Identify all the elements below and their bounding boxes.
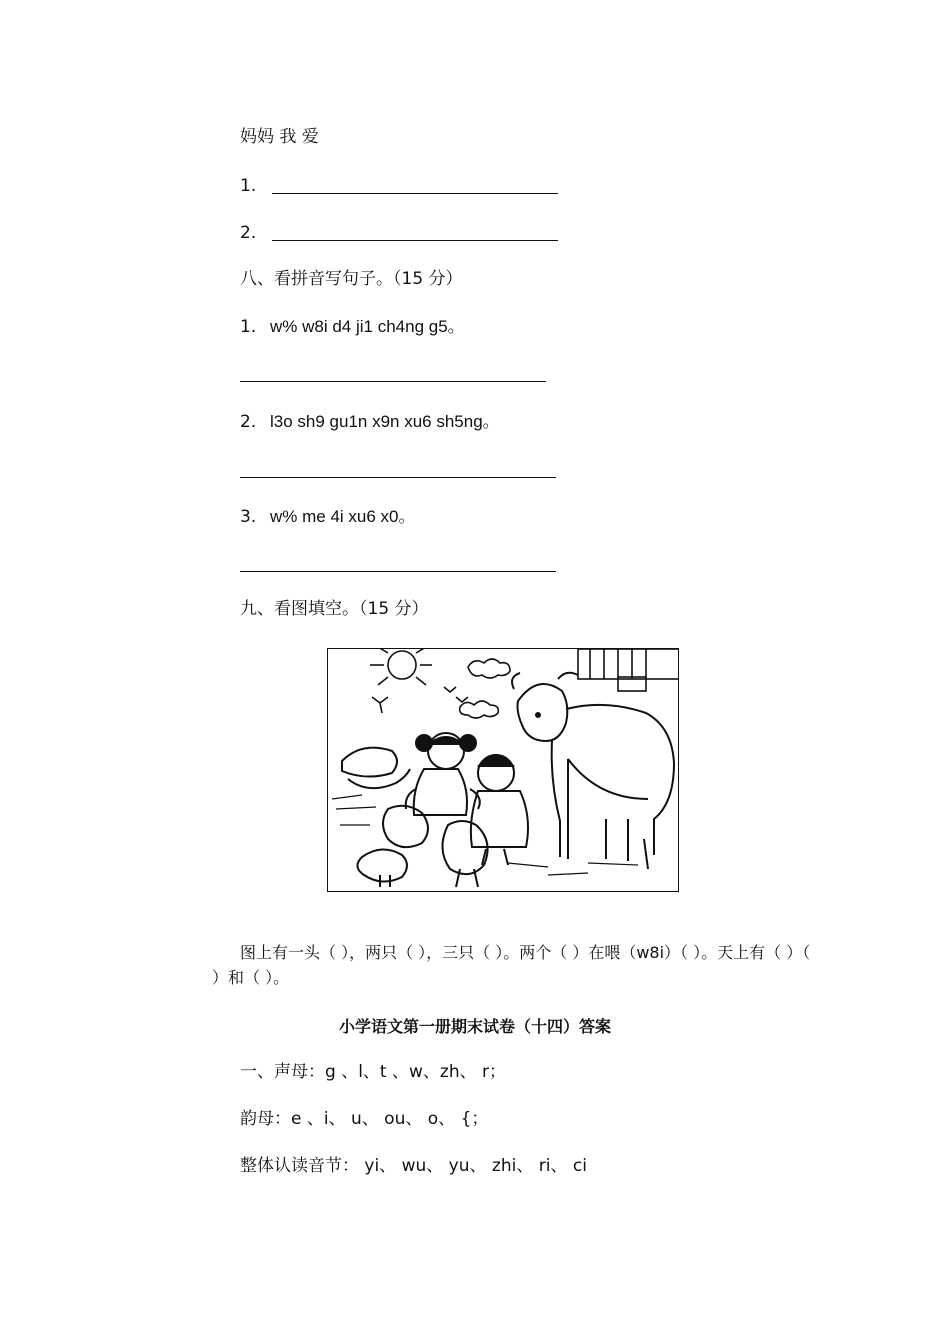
pinyin-text: l3o sh9 gu1n x9n xu6 sh5ng。 xyxy=(270,412,500,431)
chicken-icon xyxy=(442,821,487,887)
cloud-icon xyxy=(460,701,499,718)
pinyin-text: w% me 4i xu6 x0。 xyxy=(270,507,416,526)
item-number: 2. xyxy=(240,412,257,432)
blank-line xyxy=(272,240,558,241)
bird-icon xyxy=(456,697,468,702)
blank-line xyxy=(272,193,558,194)
cloud-icon xyxy=(468,659,510,678)
answer-line-2 xyxy=(240,222,270,244)
section-heading-8: 八、看拼音写句子。（15 分） xyxy=(240,269,463,289)
hen-icon xyxy=(342,748,410,788)
answer-line-1 xyxy=(240,175,270,197)
item-number: 3. xyxy=(240,507,257,527)
pinyin-item-2 xyxy=(240,411,500,433)
answer-title: 小学语文第一册期末试卷（十四）答案 xyxy=(338,1017,611,1036)
fill-in-paragraph: 图上有一头（ ），两只（ ），三只（ ）。两个（ ）在喂（w8i）（ ）。天上有（ ）（ ）和（ ）。 xyxy=(212,943,811,987)
word-list: 妈妈 我 爱 xyxy=(240,127,319,147)
chicken-icon xyxy=(357,849,407,887)
pinyin-item-3 xyxy=(240,506,416,528)
blank-line xyxy=(240,381,546,382)
blank-line xyxy=(240,477,556,478)
sun-icon xyxy=(370,649,432,685)
barn-icon xyxy=(578,649,679,691)
item-number: 2. xyxy=(240,223,257,243)
answer-line-syllables: 整体认读音节： yi、 wu、 yu、 zhi、 ri、 ci xyxy=(240,1156,587,1176)
pinyin-text: w% w8i d4 ji1 ch4ng g5。 xyxy=(270,317,465,336)
bird-icon xyxy=(444,687,456,692)
answer-line-initials: 一、声母：g 、l、t 、w、zh、 r； xyxy=(240,1062,506,1082)
blank-line xyxy=(240,571,556,572)
boy-icon xyxy=(471,755,528,865)
cow-icon xyxy=(512,673,674,869)
girl-icon xyxy=(406,733,480,815)
section-heading-9: 九、看图填空。（15 分） xyxy=(240,599,429,619)
bird-icon xyxy=(372,697,388,713)
pinyin-item-1 xyxy=(240,316,465,338)
answer-line-finals: 韵母：e 、i、 u、 ou、 o、 {； xyxy=(240,1109,489,1129)
chicken-icon xyxy=(383,806,428,847)
farm-illustration xyxy=(327,648,679,892)
item-number: 1. xyxy=(240,317,257,337)
item-number: 1. xyxy=(240,176,257,196)
